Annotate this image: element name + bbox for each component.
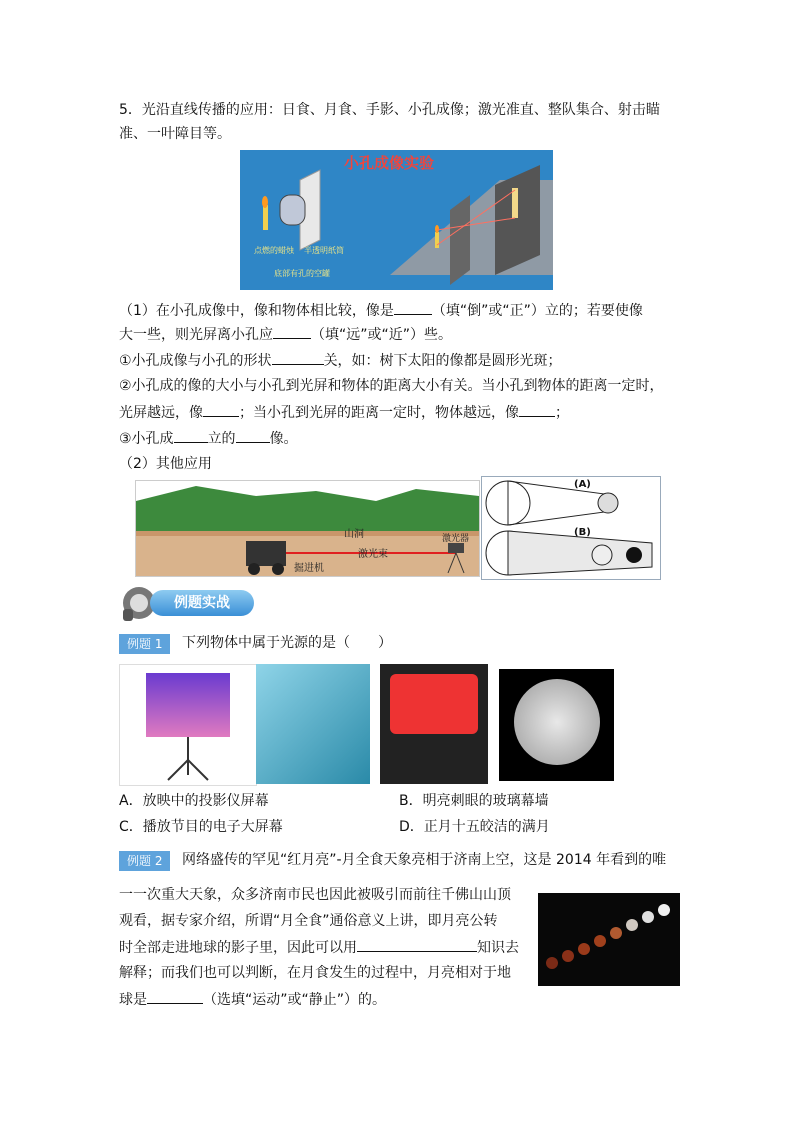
earth-b (592, 545, 612, 565)
q1-line5: 光屏越远，像 ；当小孔到光屏的距离一定时，物体越远，像 ； (119, 402, 569, 423)
q1-line2: 大一些，则光屏离小孔应 （填“远”或“近”）些。 (119, 324, 452, 345)
earth-a (598, 493, 618, 513)
option-b[interactable]: B．明亮刺眼的玻璃幕墙 (399, 793, 549, 809)
label-screen: 半透明纸筒 (304, 246, 344, 255)
eclipse-figure (481, 476, 661, 580)
candle-small-icon (435, 232, 439, 248)
can-icon (280, 195, 305, 225)
answer-blank[interactable] (147, 989, 203, 1004)
pinhole-title: 小孔成像实验 (344, 154, 435, 172)
example-2-line5: 解释；而我们也可以判断，在月食发生的过程中，月亮相对于地 (119, 965, 511, 981)
q1-line6: ③小孔成 立的 像。 (119, 428, 298, 449)
q1-line3: ①小孔成像与小孔的形状 关，如：树下太阳的像都是圆形光斑； (119, 350, 562, 371)
answer-blank[interactable] (273, 324, 311, 339)
example-2-tag: 例题 2 (119, 851, 170, 871)
example-2-line1: 网络盛传的罕见“红月亮”-月全食天象亮相于济南上空，这是 2014 年看到的唯 (182, 852, 667, 868)
pinhole-figure (240, 150, 553, 290)
flame-icon (262, 196, 268, 208)
tripod-icon (120, 665, 256, 785)
section-title: 例题实战 (150, 590, 254, 616)
photo-glass-wall (256, 664, 370, 784)
q2-title: （2）其他应用 (119, 456, 212, 472)
label-beam: 激光束 (358, 549, 388, 560)
answer-blank[interactable] (357, 937, 477, 952)
q1-line4: ②小孔成的像的大小与小孔到光屏和物体的距离大小有关。当小孔到物体的距离一定时， (119, 378, 664, 394)
photo-lunar-eclipse-sequence (538, 893, 680, 986)
tunnel-figure (135, 480, 480, 577)
example-2-line6: 球是 （选填“运动”或“静止”）的。 (119, 989, 386, 1010)
option-c[interactable]: C．播放节目的电子大屏幕 (119, 819, 283, 835)
eclipse-diagram (482, 477, 660, 579)
answer-blank[interactable] (394, 300, 432, 315)
label-laser: 激光器 (442, 534, 470, 544)
paragraph-5-line1: 5．光沿直线传播的应用：日食、月食、手影、小孔成像；激光准直、整队集合、射击瞄 (119, 102, 660, 118)
answer-blank[interactable] (174, 428, 208, 443)
moon-icon (514, 679, 600, 765)
option-a[interactable]: A．放映中的投影仪屏幕 (119, 793, 269, 809)
big-screen-image (390, 674, 478, 734)
photo-projector-screen (119, 664, 257, 786)
q1-line1: （1）在小孔成像中，像和物体相比较，像是 （填“倒”或“正”）立的；若要使像 (119, 300, 643, 321)
moon-b (626, 547, 642, 563)
digging-machine-icon (246, 541, 286, 566)
label-a: (A) (574, 479, 591, 490)
label-machine: 掘进机 (294, 563, 324, 574)
answer-blank[interactable] (272, 350, 324, 365)
photo-full-moon (499, 669, 614, 781)
paragraph-5-line2: 准、一叶障目等。 (119, 126, 231, 142)
example-1-tag: 例题 1 (119, 634, 170, 654)
inverted-image (512, 188, 518, 218)
label-candle: 点燃的蜡烛 (254, 246, 294, 255)
mountain (136, 486, 479, 531)
laser-device-icon (448, 543, 464, 553)
example-2-line4: 时全部走进地球的影子里，因此可以用 知识去 (119, 937, 519, 958)
candle-icon (263, 205, 268, 230)
answer-blank[interactable] (203, 402, 239, 417)
moon-phases-icon (538, 893, 680, 986)
answer-blank[interactable] (519, 402, 555, 417)
label-b: (B) (574, 527, 591, 538)
label-hole: 底部有孔的空罐 (274, 269, 330, 278)
flame-small-icon (435, 225, 439, 233)
example-1-question: 下列物体中属于光源的是（ ） (182, 635, 392, 651)
example-2-line2: 一一次重大天象，众多济南市民也因此被吸引而前往千佛山山顶 (119, 887, 511, 903)
example-2-line3: 观看，据专家介绍，所谓“月全食”通俗意义上讲，即月亮公转 (119, 913, 498, 929)
answer-blank[interactable] (236, 428, 270, 443)
label-cave: 山洞 (344, 529, 364, 540)
board-icon (450, 195, 470, 285)
photo-electronic-screen (380, 664, 488, 784)
option-d[interactable]: D．正月十五皎洁的满月 (399, 819, 550, 835)
